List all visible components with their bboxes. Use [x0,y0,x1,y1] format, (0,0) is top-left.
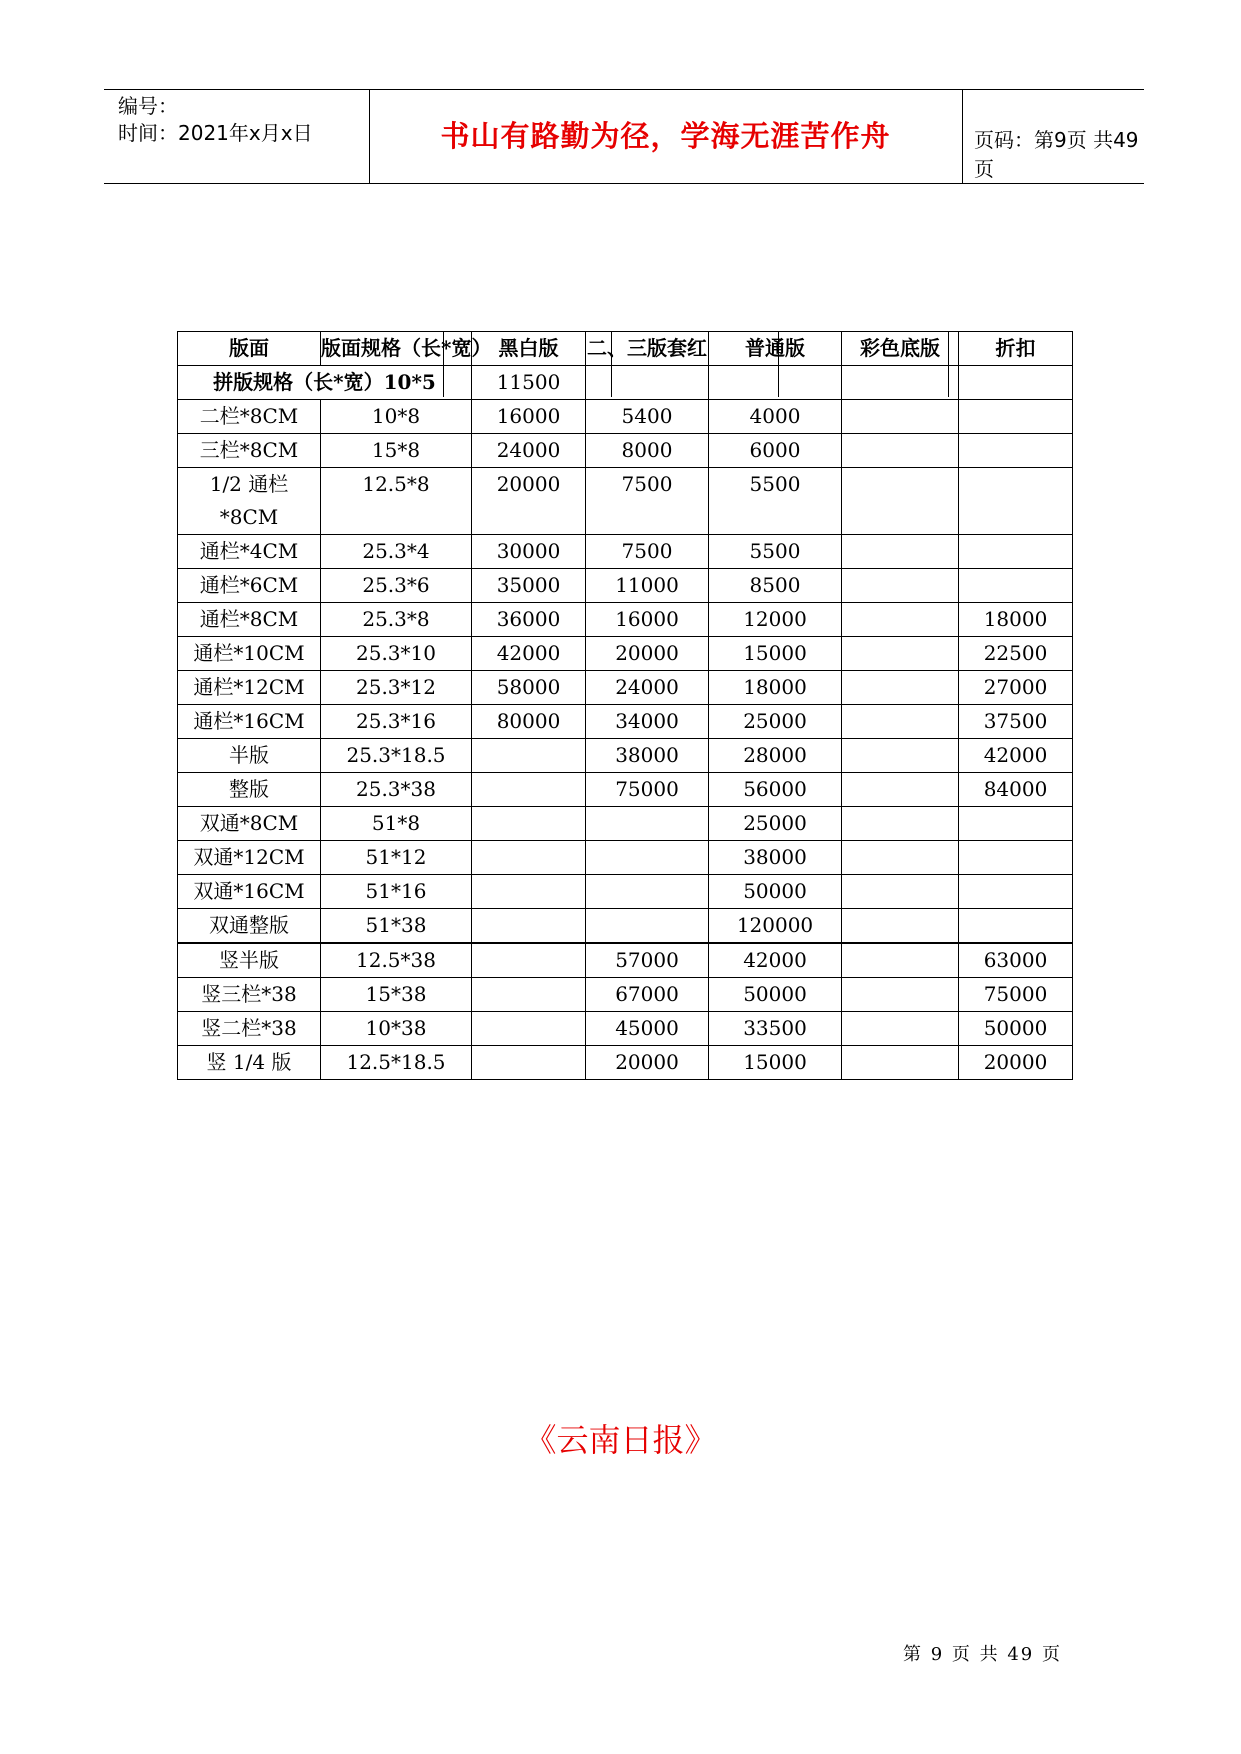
table-cell [959,366,1073,400]
table-cell: 22500 [959,637,1073,671]
table-cell: 16000 [586,603,709,637]
header-cell: 二、三版套红 [586,332,709,366]
table-cell: 1/2 通栏 *8CM [178,468,321,535]
page-footer: 第 9 页 共 49 页 [903,1644,1062,1665]
table-divider [443,331,444,397]
doc-date-label: 时间：2021年x月x日 [118,121,313,145]
table-divider [948,331,949,397]
table-cell [472,875,586,909]
table-cell: 11000 [586,569,709,603]
table-cell: 8500 [709,569,842,603]
newspaper-title: 《云南日报》 [524,1421,717,1459]
table-row [178,569,1073,603]
table-cell: 双通*8CM [178,807,321,841]
table-cell: 25.3*38 [321,773,472,807]
table-row [178,705,1073,739]
table-cell: 15*38 [321,978,472,1012]
table-cell: 5500 [709,468,842,535]
table-cell: 整版 [178,773,321,807]
table-cell: 37500 [959,705,1073,739]
table-cell [842,773,959,807]
table-cell [842,807,959,841]
table-cell: 36000 [472,603,586,637]
table-cell: 25.3*8 [321,603,472,637]
table-cell: 12.5*38 [321,943,472,978]
table-cell [842,603,959,637]
table-row [178,671,1073,705]
table-cell: 34000 [586,705,709,739]
table-cell: 42000 [959,739,1073,773]
table-cell: 25000 [709,705,842,739]
header-cell: 黑白版 [472,332,586,366]
table-cell: 33500 [709,1012,842,1046]
table-cell: 半版 [178,739,321,773]
table-cell: 63000 [959,943,1073,978]
table-cell: 16000 [472,400,586,434]
table-row [178,875,1073,909]
table-cell: 18000 [709,671,842,705]
table-cell: 18000 [959,603,1073,637]
table-cell: 58000 [472,671,586,705]
table-cell: 38000 [709,841,842,875]
table-row [178,773,1073,807]
table-row [178,434,1073,468]
table-cell: 25.3*6 [321,569,472,603]
table-cell [586,366,709,400]
table-cell: 75000 [959,978,1073,1012]
table-cell [959,875,1073,909]
table-cell [959,807,1073,841]
table-cell: 10*38 [321,1012,472,1046]
table-cell: 11500 [472,366,586,400]
table-cell: 57000 [586,943,709,978]
table-cell: 5400 [586,400,709,434]
table-cell: 双通整版 [178,909,321,944]
table-cell [959,468,1073,535]
table-cell: 竖二栏*38 [178,1012,321,1046]
table-cell: 24000 [586,671,709,705]
table-cell [959,400,1073,434]
header-cell: 版面规格（长*宽） [321,332,472,366]
table-cell [959,909,1073,944]
table-cell: 45000 [586,1012,709,1046]
table-cell [586,875,709,909]
ad-rate-table [177,331,1073,1080]
table-row [178,400,1073,434]
table-cell [472,909,586,944]
table-cell: 80000 [472,705,586,739]
table-cell: 7500 [586,535,709,569]
table-cell [472,773,586,807]
page-header [104,89,1144,184]
table-cell: 通栏*8CM [178,603,321,637]
table-cell: 6000 [709,434,842,468]
table-cell: 51*8 [321,807,472,841]
table-cell: 通栏*6CM [178,569,321,603]
table-cell: 42000 [472,637,586,671]
table-cell [842,637,959,671]
table-cell: 25.3*10 [321,637,472,671]
header-divider [962,90,963,183]
table-cell: 拼版规格（长*宽）10*5 [178,366,472,400]
table-cell: 42000 [709,943,842,978]
table-cell: 15000 [709,1046,842,1080]
table-cell [472,1012,586,1046]
table-cell: 120000 [709,909,842,944]
table-cell: 25.3*18.5 [321,739,472,773]
table-cell [842,841,959,875]
header-cell: 版面 [178,332,321,366]
table-cell: 12000 [709,603,842,637]
table-divider [611,331,612,397]
table-cell: 25.3*4 [321,535,472,569]
table-cell: 25.3*12 [321,671,472,705]
table-cell: 25.3*16 [321,705,472,739]
table-row [178,739,1073,773]
table-cell [472,1046,586,1080]
table-cell: 7500 [586,468,709,535]
table-cell: 67000 [586,978,709,1012]
table-cell [586,841,709,875]
table-cell: 5500 [709,535,842,569]
table-row [178,943,1073,978]
table-cell [709,366,842,400]
table-cell [842,943,959,978]
table-row [178,909,1073,944]
table-row [178,603,1073,637]
table-cell: 通栏*16CM [178,705,321,739]
table-cell [842,535,959,569]
table-cell: 35000 [472,569,586,603]
table-cell [842,1012,959,1046]
table-cell [842,569,959,603]
table-cell: 15*8 [321,434,472,468]
table-cell [842,705,959,739]
table-cell: 通栏*12CM [178,671,321,705]
table-cell: 20000 [586,1046,709,1080]
table-row [178,807,1073,841]
table-cell: 51*16 [321,875,472,909]
table-cell [842,400,959,434]
table-cell: 28000 [709,739,842,773]
header-cell: 折扣 [959,332,1073,366]
table-cell [842,909,959,944]
table-cell [959,535,1073,569]
table-cell: 20000 [586,637,709,671]
table-cell: 竖三栏*38 [178,978,321,1012]
table-cell: 50000 [709,978,842,1012]
table-cell: 75000 [586,773,709,807]
table-cell [472,841,586,875]
table-cell: 12.5*8 [321,468,472,535]
table-cell: 通栏*4CM [178,535,321,569]
table-cell [472,943,586,978]
table-cell: 50000 [959,1012,1073,1046]
table-cell: 20000 [472,468,586,535]
table-row [178,841,1073,875]
table-cell: 56000 [709,773,842,807]
table-cell [842,671,959,705]
table-cell: 通栏*10CM [178,637,321,671]
table-row [178,637,1073,671]
table-cell: 51*38 [321,909,472,944]
table-cell [842,875,959,909]
doc-number-label: 编号： [118,94,178,118]
header-page-number: 页码：第9页 共49页 [974,128,1139,181]
table-cell [959,841,1073,875]
table-cell [959,434,1073,468]
table-row [178,1046,1073,1080]
table-cell: 双通*16CM [178,875,321,909]
table-cell [586,807,709,841]
table-cell: 12.5*18.5 [321,1046,472,1080]
table-cell: 25000 [709,807,842,841]
table-cell [586,909,709,944]
table-cell: 30000 [472,535,586,569]
table-cell: 27000 [959,671,1073,705]
table-cell [842,434,959,468]
table-row [178,535,1073,569]
table-cell: 24000 [472,434,586,468]
table-cell [472,807,586,841]
table-cell: 竖 1/4 版 [178,1046,321,1080]
table-cell: 竖半版 [178,943,321,978]
table-cell: 10*8 [321,400,472,434]
table-cell: 双通*12CM [178,841,321,875]
table-row [178,468,1073,535]
table-cell: 三栏*8CM [178,434,321,468]
table-cell [959,569,1073,603]
table-cell: 15000 [709,637,842,671]
table-cell: 20000 [959,1046,1073,1080]
table-cell: 38000 [586,739,709,773]
table-cell [842,978,959,1012]
table-cell [842,739,959,773]
table-row [178,1012,1073,1046]
table-cell [472,978,586,1012]
table-cell [472,739,586,773]
header-motto: 书山有路勤为径，学海无涯苦作舟 [440,119,891,153]
header-cell: 彩色底版 [842,332,959,366]
table-cell: 4000 [709,400,842,434]
table-row [178,366,1073,400]
table-header-row [178,332,1073,366]
table-cell [842,468,959,535]
table-row [178,978,1073,1012]
table-cell: 50000 [709,875,842,909]
table-cell [842,366,959,400]
table-cell: 8000 [586,434,709,468]
table-cell [842,1046,959,1080]
table-divider [778,331,779,397]
table-cell: 51*12 [321,841,472,875]
table-cell: 84000 [959,773,1073,807]
table-cell: 二栏*8CM [178,400,321,434]
header-cell: 普通版 [709,332,842,366]
